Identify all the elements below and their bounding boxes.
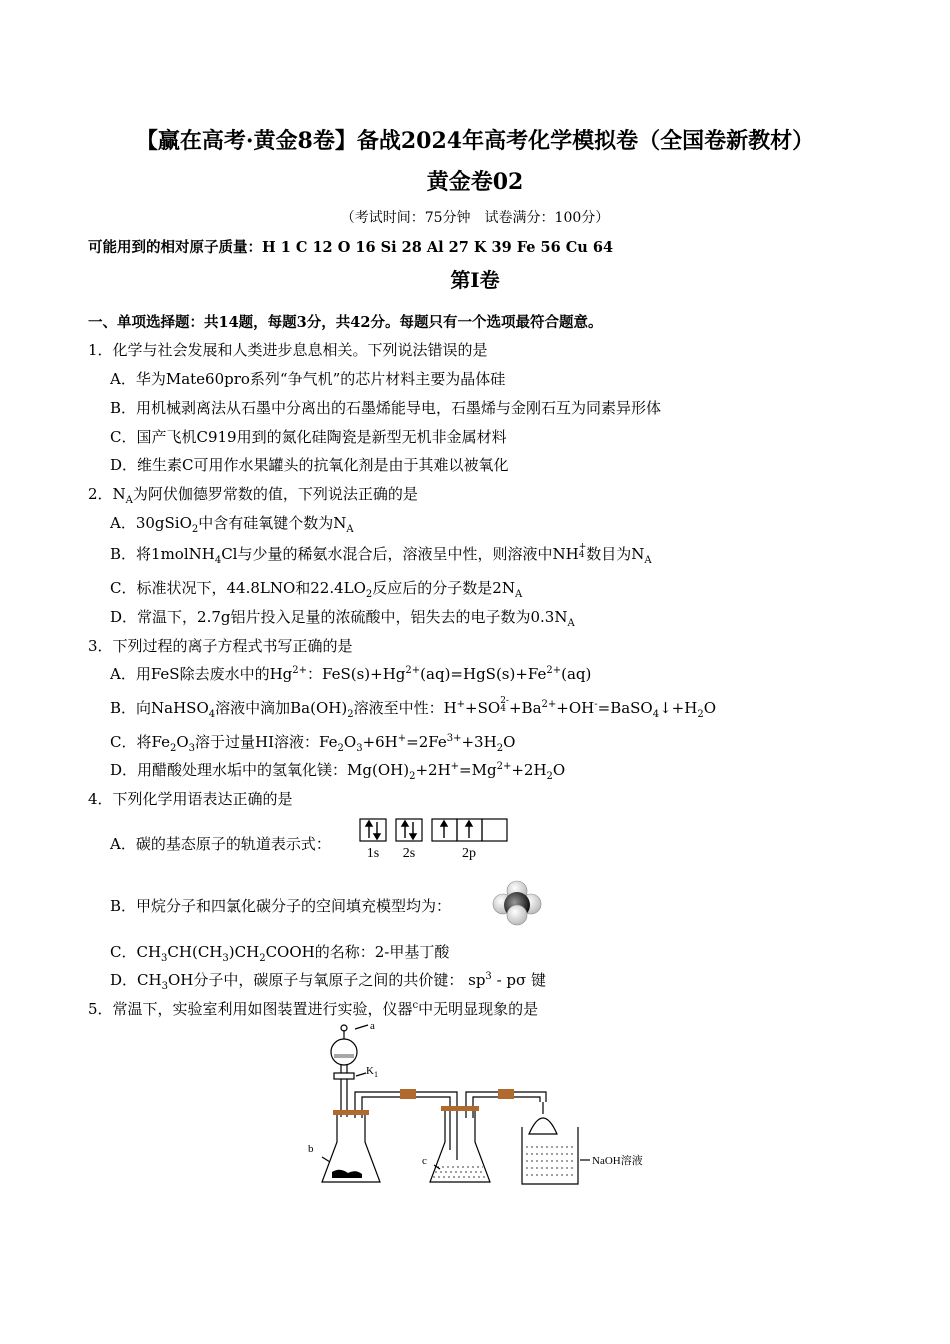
question-3-option-b: B．向NaHSO$_4$溶液中滴加$Ba(OH)_2$溶液至中性：H++SO 2- 4 $+Ba^{2+}+OH^-=BaSO_4↓+H_2O$ [110,696,717,720]
atom-bottom [507,905,527,925]
question-1-stem: 1．化学与社会发展和人类进步息息相关。下列说法错误的是 [88,341,488,359]
flask-c [430,1110,490,1182]
question-1-option-c: C．国产飞机C919用到的氮化硅陶瓷是新型无机非金属材料 [110,428,507,446]
stopper-c [441,1106,479,1111]
question-3-option-c: C．将$Fe_2O_3$溶于过量HI溶液：$Fe_2O_3+6H^+=2Fe^{3+}+3H_2O$ [110,733,516,754]
space-filling-model [492,880,542,926]
solid-in-b [332,1170,362,1178]
stopper-b [333,1110,369,1115]
label-c: c [422,1155,427,1167]
question-4-option-a: A．碳的基态原子的轨道表示式： [110,835,331,853]
section-title: 第Ⅰ卷 [450,268,500,292]
orbital-box-2p-3 [482,819,507,841]
question-3-stem: 3．下列过程的离子方程式书写正确的是 [88,637,353,655]
question-2-option-c: C．标准状况下，44.8LNO和$22.4LO_2$反应后的分子数是$2N_A$ [110,579,523,600]
question-3-option-d: D．用醋酸处理水垢中的氢氧化镁：$Mg(OH)_2+2H^+=Mg^{2+}+2H_2O$ [110,761,566,782]
question-2-option-d: D．常温下，2.7g铝片投入足量的浓硫酸中，铝失去的电子数为$0.3N_A$ [110,608,575,629]
orbital-diagram [358,817,510,861]
question-4-option-c: C．$CH_3CH(CH_3)CH_2COOH$的名称：2-甲基丁酸 [110,943,450,964]
question-2-option-a: A．30gSiO$_2$中含有硅氧键个数为$N_A$ [110,514,354,535]
label-k1: $K_1$ [366,1065,378,1079]
question-1-option-d: D．维生素C可用作水果罐头的抗氧化剂是由于其难以被氧化 [110,456,509,474]
question-4-option-d: D．$CH_3OH$分子中，碳原子与氧原子之间的共价键： $sp^3$ - pσ 键 [110,971,547,992]
stopcock-k1 [334,1073,354,1079]
funnel-bulb [331,1039,357,1065]
label-b: b [308,1143,314,1155]
question-1-option-a: A．华为Mate60pro系列“争气机”的芯片材料主要为晶体硅 [110,370,506,388]
question-4-stem: 4．下列化学用语表达正确的是 [88,790,293,808]
beaker [522,1127,578,1184]
section-instruction: 一、单项选择题：共14题，每题3分，共42分。每题只有一个选项最符合题意。 [88,314,603,331]
question-5-stem: 5．常温下，实验室利用如图装置进行实验，仪器$^c$中无明显现象的是 [88,1000,539,1018]
orbital-box-2s [396,819,422,841]
atomic-masses: 可能用到的相对原子质量：H 1 C 12 O 16 Si 28 Al 27 K 39 Fe 56 Cu 64 [88,239,614,256]
label-naoh: NaOH溶液 [592,1155,643,1167]
exam-title: 【赢在高考·黄金8卷】备战2024年高考化学模拟卷（全国卷新教材） [135,128,815,154]
label-a: a [370,1022,375,1032]
connector-2 [498,1089,514,1099]
exam-subtitle: 黄金卷02 [426,169,524,195]
question-2-stem: 2．$N_A$为阿伏伽德罗常数的值，下列说法正确的是 [88,485,418,506]
question-3-option-a: A．用FeS除去废水中的$Hg^{2+}$：$FeS(s)+Hg^{2+}(aq)=HgS(s)+Fe^{2+}(aq)$ [110,665,592,683]
orbital-label-1s: 1s [366,846,380,861]
question-2-option-b: B．将1molNH$_4$Cl与少量的稀氨水混合后，溶液呈中性，则溶液中NH + 4 数目为$N_A$ [110,542,652,566]
question-1-option-b: B．用机械剥离法从石墨中分离出的石墨烯能导电，石墨烯与金刚石互为同素异形体 [110,399,662,417]
orbital-label-2p: 2p [462,846,476,861]
apparatus-diagram [300,1022,650,1187]
orbital-box-1s [360,819,386,841]
question-4-option-b: B．甲烷分子和四氯化碳分子的空间填充模型均为： [110,897,452,915]
orbital-label-2s: 2s [402,846,416,861]
inverted-funnel [529,1118,557,1134]
exam-info: （考试时间：75分钟 试卷满分：100分） [340,210,610,226]
connector-1 [400,1089,416,1099]
